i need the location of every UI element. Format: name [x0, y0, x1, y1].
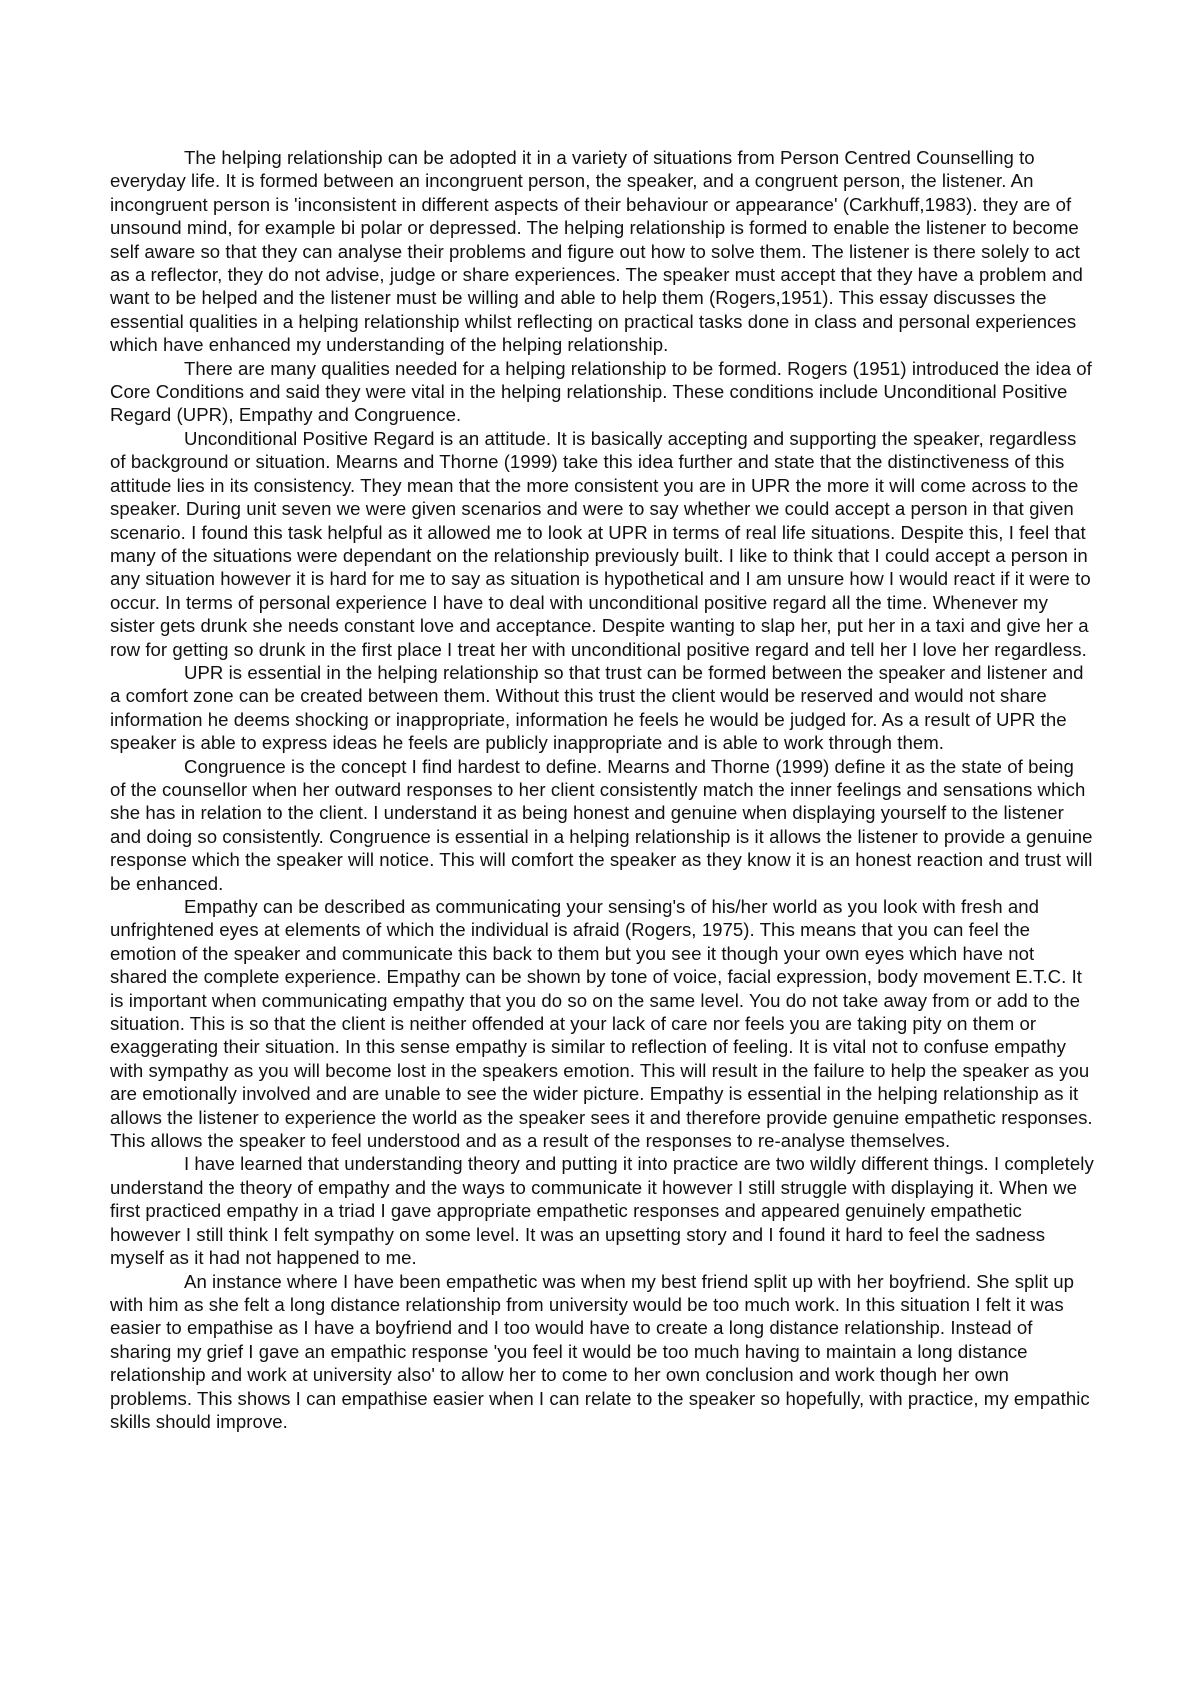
paragraph-upr-definition: Unconditional Positive Regard is an attitude. It is basically accepting and supporting the speaker, regardless of background or situation. Mearns and Thorne (1999) take this idea further and state that the distinctiveness of this attitude lies in its consistency. They mean that the more consistent you are in UPR the more it will come across to the speaker. During unit seven we were given scenarios and were to say whether we could accept a person in that given scenario. I found this task helpful as it allowed me to look at UPR in terms of real life situations. Despite this, I feel that many of the situations were dependant on the relationship previously built. I like to think that I could accept a person in any situation however it is hard for me to say as situation is hypothetical and I am unsure how I would react if it were to occur. In terms of personal experience I have to deal with unconditional positive regard all the time. Whenever my sister gets drunk she needs constant love and acceptance. Despite wanting to slap her, put her in a taxi and give her a row for getting so drunk in the first place I treat her with unconditional positive regard and tell her I love her regardless. — [110, 427, 1091, 660]
paragraph-core-conditions: There are many qualities needed for a helping relationship to be formed. Rogers (1951) introduced the idea of Core Conditions and said they were vital in the helping relationship. These conditions include Unconditional Positive Regard (UPR), Empathy and Congruence. — [110, 357, 1092, 426]
paragraph-personal-instance: An instance where I have been empathetic was when my best friend split up with her boyfriend. She split up with him as she felt a long distance relationship from university would be too much work. In this situation I felt it was easier to empathise as I have a boyfriend and I too would have to create a long distance relationship. Instead of sharing my grief I gave an empathic response 'you feel it would be too much having to maintain a long distance relationship and work at university also' to allow her to come to her own conclusion and work though her own problems. This shows I can empathise easier when I can relate to the speaker so hopefully, with practice, my empathic skills should improve. — [110, 1270, 1090, 1432]
paragraph-upr-essential: UPR is essential in the helping relationship so that trust can be formed between the speaker and listener and a comfort zone can be created between them. Without this trust the client would be reserved and would not share information he deems shocking or inappropriate, information he feels he would be judged for. As a result of UPR the speaker is able to express ideas he feels are publicly inappropriate and is able to work through them. — [110, 661, 1084, 754]
paragraph-congruence: Congruence is the concept I find hardest to define. Mearns and Thorne (1999) define it as the state of being of the counsellor when her outward responses to her client consistently match the inner feelings and sensations which she has in relation to the client. I understand it as being honest and genuine when displaying yourself to the listener and doing so consistently. Congruence is essential in a helping relationship is it allows the listener to provide a genuine response which the speaker will notice. This will comfort the speaker as they know it is an honest reaction and trust will be enhanced. — [110, 755, 1093, 894]
paragraph-theory-practice: I have learned that understanding theory and putting it into practice are two wildly different things. I completely understand the theory of empathy and the ways to communicate it however I still struggle with displaying it. When we first practiced empathy in a triad I gave appropriate empathetic responses and appeared genuinely empathetic however I still think I felt sympathy on some level. It was an upsetting story and I found it hard to feel the sadness myself as it had not happened to me. — [110, 1153, 1094, 1269]
paragraph-empathy: Empathy can be described as communicating your sensing's of his/her world as you look with fresh and unfrightened eyes at elements of which the individual is afraid (Rogers, 1975). This means that you can feel the emotion of the speaker and communicate this back to them but you see it though your own eyes which have not shared the complete experience. Empathy can be shown by tone of voice, facial expression, body movement E.T.C. It is important when communicating empathy that you do so on the same level. You do not take away from or add to the situation. This is so that the client is neither offended at your lack of care nor feels you are taking pity on them or exaggerating their situation. In this sense empathy is similar to reflection of feeling. It is vital not to confuse empathy with sympathy as you will become lost in the speakers emotion. This will result in the failure to help the speaker as you are emotionally involved and are unable to see the wider picture. Empathy is essential in the helping relationship as it allows the listener to experience the world as the speaker sees it and therefore provide genuine empathetic responses. This allows the speaker to feel understood and as a result of the responses to re-analyse themselves. — [110, 896, 1093, 1152]
paragraph-intro: The helping relationship can be adopted it in a variety of situations from Person Centred Counselling to everyday life. It is formed between an incongruent person, the speaker, and a congruent person, the listener. An incongruent person is 'inconsistent in different aspects of their behaviour or appearance' (Carkhuff,1983). they are of unsound mind, for example bi polar or depressed. The helping relationship is formed to enable the listener to become self aware so that they can analyse their problems and figure out how to solve them. The listener is there solely to act as a reflector, they do not advise, judge or share experiences. The speaker must accept that they have a problem and want to be helped and the listener must be willing and able to help them (Rogers,1951). This essay discusses the essential qualities in a helping relationship whilst reflecting on practical tasks done in class and personal experiences which have enhanced my understanding of the helping relationship. — [110, 147, 1083, 356]
essay-body — [110, 146, 1094, 1433]
